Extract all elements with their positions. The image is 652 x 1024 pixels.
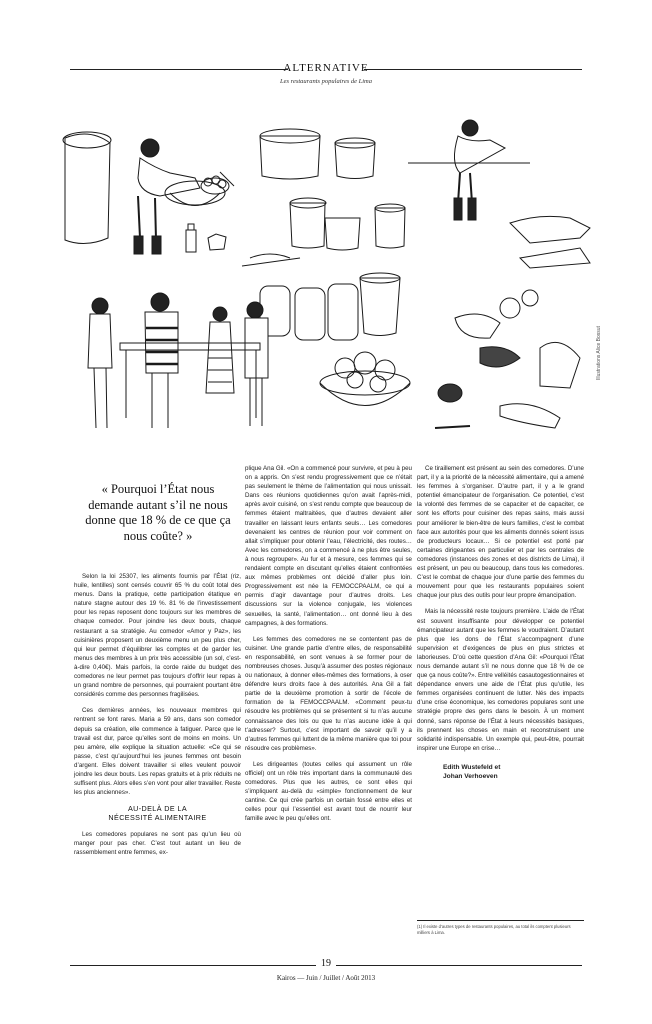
- author-signature: [443, 763, 584, 782]
- pots-stack-drawing: [242, 129, 405, 266]
- gas-cylinders-drawing: [260, 273, 400, 340]
- paragraph: Les comedores populares ne sont pas qu’un lieu où manger pour pas cher. C’est tout autant un lieu de rassemblement entre femmes, ex-: [74, 831, 241, 857]
- issue-info: Kairos — Juin / Juillet / Août 2013: [276, 974, 376, 982]
- vegetable-basket-drawing: [320, 352, 410, 406]
- women-at-table-drawing: [88, 293, 268, 428]
- section-title: ALTERNATIVE: [283, 62, 369, 74]
- paragraph: Les dirigeantes (toutes celles qui assument un rôle officiel) ont un rôle très important dans la communauté des comedores. Plus que les autres, ce sont elles qui s’impliquent au-delà du «simple» fonctionnement de leur cantine. Ce qui crée parfois un certain fossé entre elles et celles pour qui l’essentiel est avant tout de nourrir leur famille avec le peu qu’elles ont.: [245, 760, 412, 823]
- illustration-credit: Illustrations Alice Bossut: [596, 326, 602, 380]
- hands-and-produce-drawing: [435, 216, 590, 428]
- paragraph: Les femmes des comedores ne se contentent pas de cuisiner. Une grande partie d’entre elles, de responsabilité en responsabilité, en sont venues à se former pour de nombreuses choses. Jusqu’à assumer des postes régionaux ou nationaux, à donner elles-mêmes des formations, à oser défendre leurs droits face à des autorités. Ana Gil a fait partie de la deuxième promotion à sortir de l’école de formation de la FEMOCCPAALM. «Comment peux-tu résoudre les problèmes qui se présentent si tu n’as aucune connaissance des lois ou que tu n’as aucune idée à qui t’adresser? Surtout, c’est important de savoir qu’il y a d’autres femmes qui luttent de la même manière que toi pour résoudre ces problèmes».: [245, 635, 412, 752]
- basket-drawing: [201, 172, 234, 194]
- author-name: Johan Verhoeven: [443, 773, 498, 781]
- woman-at-counter-drawing: [408, 120, 530, 220]
- author-name: Edith Wustefeld et: [443, 763, 501, 771]
- page-number: 19: [321, 958, 331, 969]
- article-column-1: [74, 572, 241, 865]
- subheading-line: NÉCESSITÉ ALIMENTAIRE: [108, 813, 207, 823]
- article-column-2: [245, 464, 412, 831]
- bottle-drawing: [186, 224, 226, 252]
- kitchen-illustration: [60, 118, 600, 448]
- subheading-line: AU-DELÀ DE LA: [127, 804, 188, 814]
- paragraph: Ce tiraillement est présent au sein des comedores. D’une part, il y a la priorité de la nécessité alimentaire, qui a amené les femmes à s’organiser. D’autre part, il y a le grand potentiel émancipateur de l’organisation. Ce potentiel, c’est la volonté des femmes de se capaciter et de capaciter, ce sont les efforts pour cuisiner des repas sains, mais aussi pour améliorer le bien-être de leurs familles, c’est le combat face aux autorités pour que les aliments donnés soient issus de producteurs locaux… Si ce potentiel est porté par certaines dirigeantes en particulier et par les centrales de comedores (instances des zones et des districts de Lima), il est présent, un peu ou beaucoup, dans tous les comedores. C’est le combat de chaque jour d’une partie des femmes du mouvement pour que les restaurants populaires soient chaque jour plus des outils pour leur propre émancipation.: [417, 465, 584, 600]
- article-column-3: [417, 464, 584, 782]
- paragraph: Ces dernières années, les nouveaux membres qui rentrent se font rares. Maria a 59 ans, dans son comedor depuis sa création, elle commence à fatiguer. Parce que le travail est dur, parce qu’elles sont de moins en moins. Un peu amère, elle explique la situation actuelle: «Ce qui se passe, c’est qu’aujourd’hui les jeunes femmes ont besoin d’argent. Elles doivent travailler si elles veulent pouvoir joindre les deux bouts. Les repas gratuits et à prix réduits ne suffisent plus. Alors elles s’en vont pour aller travailler. Reste les plus anciennes».: [74, 707, 241, 797]
- large-pot-drawing: [63, 132, 111, 244]
- section-subtitle: Les restaurants populaires de Lima: [280, 78, 372, 85]
- section-subheading: [74, 804, 241, 822]
- footnote: (1) Il existe d’autres types de restaurants populaires, au total ils comptent plusieurs milliers à Lima.: [417, 924, 571, 935]
- paragraph: Selon la loi 25307, les aliments fournis par l’État (riz, huile, lentilles) sont censés couvrir 65 % du coût total des menus. Dans la pratique, cette participation étatique en nature stagne autour des 19 %. 81 % de l’investissement pour les repas reposent donc toujours sur les membres de chaque comedor. Pour joindre les deux bouts, chaque restaurant a sa stratégie. Au comedor «Amor y Paz», les cuisinières proposent un deuxième menu un peu plus cher, qui leur permet d’équilibrer les comptes et de garder les menus des membres à un prix très accessible (un sol, c’est-à-dire 0,40€). Mais parfois, la corde raide du budget des comedores ne leur permet pas toujours d’offrir leur repas à un grand nombre de personnes, qui pourraient pourtant être considérés comme des personnes fragilisées.: [74, 573, 241, 699]
- footnote-rule: [417, 920, 584, 921]
- paragraph: Mais la nécessité reste toujours première. L’aide de l’État est souvent insuffisante pour développer ce potentiel émancipateur autant que les femmes le voudraient. D’autant plus que les dons de l’État s’accompagnent d’une supervision et d’exigences de plus en plus strictes et laborieuses. D’où cette question d’Ana Gil: «Pourquoi l’État nous demande autant s’il ne nous donne que 18 % de ce que ça nous coûte?». Entre velléités casautogestionnaires et dépendance envers une aide de l’État plus qu’utile, les femmes organisées continuent de lutter. Nés des impacts d’une crise économique, les comedores populares sont une stratégie propre des gens dans le besoin. À un moment donné, sans réponse de l’État à leurs nécessités basiques, ils prennent les choses en main et reconstruisent une solidarité indispensable. Un exemple qui, peut-être, pourrait inspirer une Europe en crise…: [417, 608, 584, 752]
- paragraph: plique Ana Gil. «On a commencé pour survivre, et peu à peu on a appris. On s’est rendu progressivement que ce n’était pas seulement le thème de l’alimentation qui nous unissait. Dans ces réunions quotidiennes qu’on avait l’après-midi, après avoir cuisiné, on s’est rendu compte que beaucoup de femmes étaient maltraitées, que d’autres devaient aller travailler en laissant leurs enfants seuls… Les comedores devenaient les centres de réunion pour voir comment on allait s’impliquer pour obtenir l’eau, l’électricité, des routes… Avec les comedores, on a commencé à ne plus être seules, à nous regrouper». Au fur et à mesure, ces femmes qui se rendaient compte en discutant qu’elles étaient confrontées aux mêmes problèmes ont décidé d’aller plus loin. Progressivement est née la FEMOCCPAALM, ce qui a permis d’agir davantage pour d’autres droits. Les discussions sur la violence conjugale, les violences sexuelles, la santé, l’alimentation… ont donné lieu à des campagnes, à des formations.: [245, 465, 412, 627]
- pull-quote: « Pourquoi l’État nous demande autant s’il ne nous donne que 18 % de ce que ça nous coûte? »: [85, 482, 231, 543]
